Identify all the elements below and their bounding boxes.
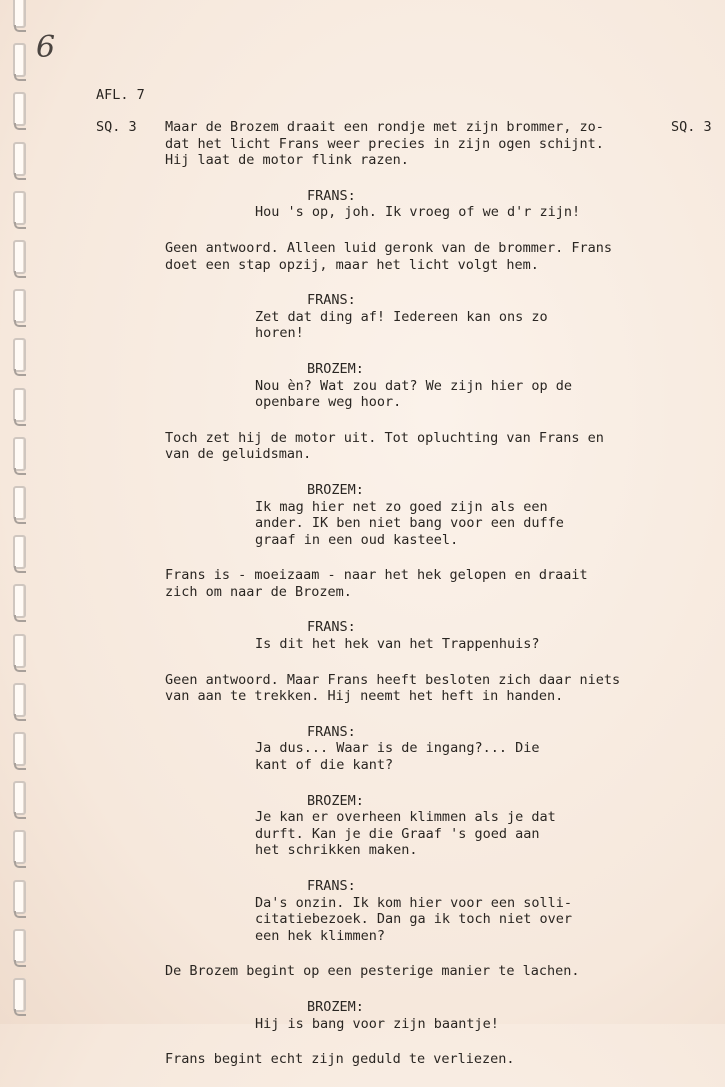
dialogue-line: Ja dus... Waar is de ingang?... Die kant of die kant? bbox=[255, 740, 540, 774]
action-paragraph: Geen antwoord. Alleen luid geronk van de brommer. Frans doet een stap opzij, maar het licht volgt hem. bbox=[165, 239, 613, 273]
dialogue-block bbox=[255, 188, 670, 221]
binding-hole bbox=[13, 929, 26, 963]
speaker-name: FRANS: bbox=[307, 292, 356, 309]
dialogue-line: Da's onzin. Ik kom hier voor een solli- citatiebezoek. Dan ga ik toch niet over een hek klimmen? bbox=[255, 894, 572, 944]
dialogue-line: Hij is bang voor zijn baantje! bbox=[255, 1015, 499, 1032]
binding-holes bbox=[10, 0, 32, 1024]
binding-hole bbox=[13, 437, 26, 471]
binding-hole bbox=[13, 486, 26, 520]
dialogue-block bbox=[255, 878, 670, 944]
binding-hole bbox=[13, 830, 26, 864]
sequence-label-right: SQ. 3 bbox=[671, 119, 712, 135]
action-paragraph: Toch zet hij de motor uit. Tot opluchting van Frans en van de geluidsman. bbox=[165, 429, 604, 463]
speaker-name: FRANS: bbox=[307, 187, 356, 204]
action-paragraph: Maar de Brozem draait een rondje met zijn brommer, zo- dat het licht Frans weer precies in zijn ogen schijnt. Hij laat de motor flink razen. bbox=[165, 119, 604, 169]
dialogue-block bbox=[255, 361, 670, 411]
dialogue-block bbox=[255, 292, 670, 342]
dialogue-line: Nou èn? Wat zou dat? We zijn hier op de openbare weg hoor. bbox=[255, 377, 572, 411]
action-paragraph: Frans is - moeizaam - naar het hek gelopen en draait zich om naar de Brozem. bbox=[165, 567, 588, 600]
dialogue-block bbox=[255, 619, 670, 652]
dialogue-line: Je kan er overheen klimmen als je dat durft. Kan je die Graaf 's goed aan het schrikken maken. bbox=[255, 809, 556, 859]
action-paragraph: De Brozem begint op een pesterige manier te lachen. bbox=[165, 963, 580, 980]
binding-hole bbox=[13, 338, 26, 372]
binding-hole bbox=[13, 683, 26, 717]
speaker-name: FRANS: bbox=[307, 723, 356, 740]
binding-hole bbox=[13, 240, 26, 274]
binding-hole bbox=[13, 978, 26, 1012]
binding-hole bbox=[13, 43, 26, 77]
speaker-name: FRANS: bbox=[307, 878, 356, 894]
dialogue-block bbox=[255, 793, 670, 859]
binding-hole bbox=[13, 732, 26, 766]
speaker-name: FRANS: bbox=[307, 619, 356, 636]
binding-hole bbox=[13, 781, 26, 815]
binding-hole bbox=[13, 634, 26, 668]
binding-hole bbox=[13, 92, 26, 126]
binding-hole bbox=[13, 289, 26, 323]
dialogue-block bbox=[255, 724, 670, 774]
action-paragraph: Geen antwoord. Maar Frans heeft besloten zich daar niets van aan te trekken. Hij neemt het heft in handen. bbox=[165, 671, 621, 705]
speaker-name: BROZEM: bbox=[307, 998, 364, 1015]
action-paragraph: Frans begint echt zijn geduld te verliezen. bbox=[165, 1051, 515, 1068]
dialogue-block bbox=[255, 482, 670, 548]
binding-hole bbox=[13, 880, 26, 914]
episode-label: AFL. 7 bbox=[96, 87, 145, 103]
binding-hole bbox=[13, 191, 26, 225]
dialogue-block bbox=[255, 999, 670, 1032]
dialogue-line: Is dit het hek van het Trappenhuis? bbox=[255, 636, 540, 653]
dialogue-line: Zet dat ding af! Iedereen kan ons zo horen! bbox=[255, 308, 548, 342]
dialogue-line: Ik mag hier net zo goed zijn als een ander. IK ben niet bang voor een duffe graaf in een oud kasteel. bbox=[255, 498, 564, 548]
dialogue-line: Hou 's op, joh. Ik vroeg of we d'r zijn! bbox=[255, 204, 581, 221]
handwritten-page-number: 6 bbox=[36, 30, 56, 65]
speaker-name: BROZEM: bbox=[307, 792, 364, 809]
script-body bbox=[165, 119, 670, 1087]
sequence-label-left: SQ. 3 bbox=[96, 119, 137, 135]
speaker-name: BROZEM: bbox=[307, 481, 364, 498]
binding-hole bbox=[13, 388, 26, 422]
speaker-name: BROZEM: bbox=[307, 360, 364, 377]
binding-hole bbox=[13, 535, 26, 569]
binding-hole bbox=[13, 584, 26, 618]
binding-hole bbox=[13, 142, 26, 176]
binding-hole bbox=[13, 0, 26, 28]
